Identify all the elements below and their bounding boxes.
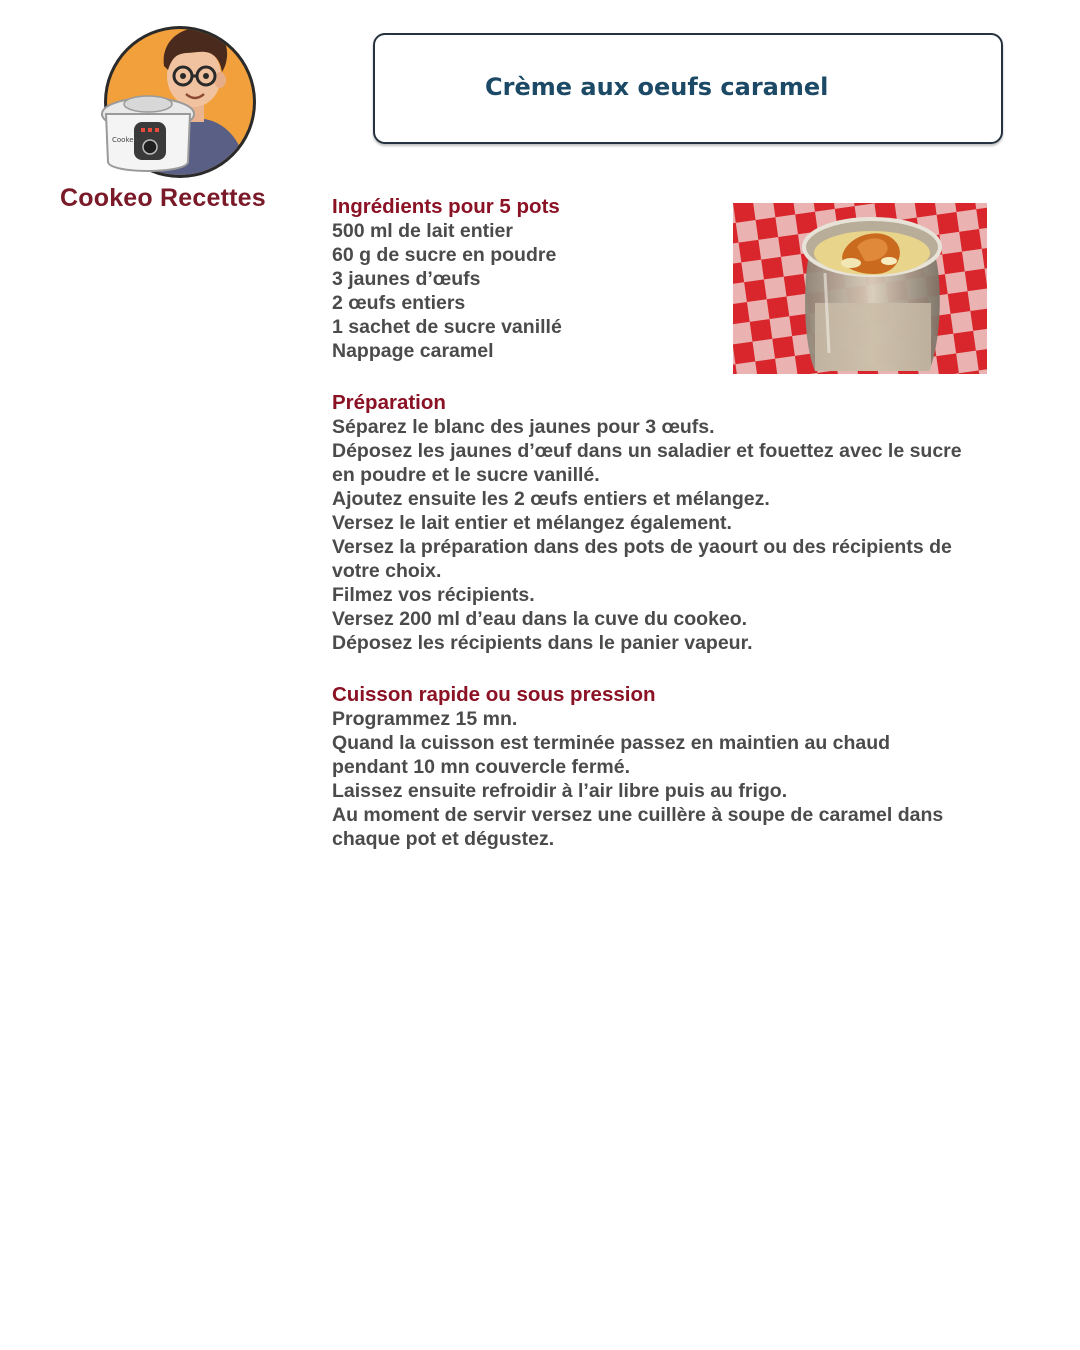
- brand-name: Cookeo Recettes: [60, 184, 266, 212]
- page-title: Crème aux oeufs caramel: [485, 73, 829, 101]
- recipe-content: [332, 195, 1022, 851]
- ingredient-line: 60 g de sucre en poudre: [332, 244, 557, 266]
- section-title: Ingrédients pour 5 pots: [332, 195, 560, 218]
- title-box: [373, 33, 1003, 144]
- ingredients-section: [332, 195, 1022, 363]
- preparation-section: [332, 391, 1022, 655]
- cooking-line: Quand la cuisson est terminée passez en maintien au chaud pendant 10 mn couvercle fermé.: [332, 732, 891, 778]
- step-line: Déposez les jaunes d’œuf dans un saladier et fouettez avec le sucre en poudre et le sucre vanillé.: [332, 440, 962, 486]
- cooking-section: [332, 683, 1022, 851]
- section-title: Cuisson rapide ou sous pression: [332, 683, 656, 706]
- ingredient-line: 1 sachet de sucre vanillé: [332, 316, 562, 338]
- ingredient-line: Nappage caramel: [332, 340, 494, 362]
- ingredient-line: 500 ml de lait entier: [332, 220, 513, 242]
- chef-with-cookeo-icon: [94, 14, 256, 184]
- step-line: Déposez les récipients dans le panier vapeur.: [332, 632, 753, 654]
- cooking-line: Laissez ensuite refroidir à l’air libre puis au frigo.: [332, 780, 788, 802]
- cooking-line: Au moment de servir versez une cuillère à soupe de caramel dans chaque pot et dégustez.: [332, 804, 944, 850]
- step-line: Filmez vos récipients.: [332, 584, 535, 606]
- svg-text:Cookeo: Cookeo: [112, 136, 138, 144]
- section-title: Préparation: [332, 391, 446, 414]
- step-line: Versez 200 ml d’eau dans la cuve du cookeo.: [332, 608, 748, 630]
- step-line: Versez la préparation dans des pots de yaourt ou des récipients de votre choix.: [332, 536, 952, 582]
- ingredient-line: 2 œufs entiers: [332, 292, 466, 314]
- step-line: Ajoutez ensuite les 2 œufs entiers et mélangez.: [332, 488, 770, 510]
- cooking-line: Programmez 15 mn.: [332, 708, 518, 730]
- ingredient-line: 3 jaunes d’œufs: [332, 268, 481, 290]
- step-line: Versez le lait entier et mélangez également.: [332, 512, 732, 534]
- step-line: Séparez le blanc des jaunes pour 3 œufs.: [332, 416, 715, 438]
